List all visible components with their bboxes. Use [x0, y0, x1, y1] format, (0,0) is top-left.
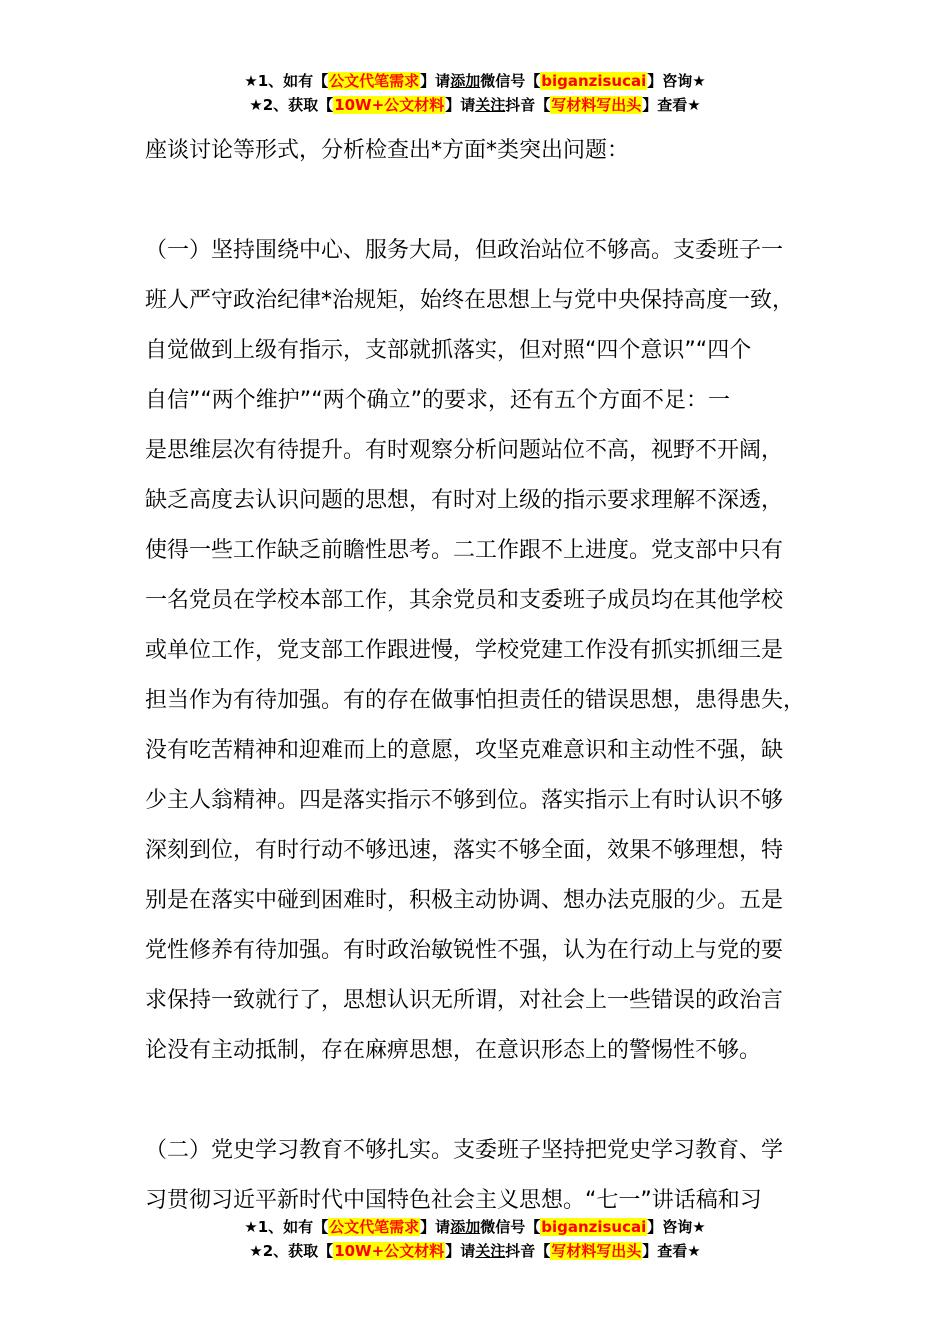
highlight-materials: 10W+公文材料: [334, 1242, 445, 1260]
text-line: 少主人翁精神。四是落实指示不够到位。落实指示上有时认识不够: [145, 788, 784, 813]
footer-banner: [0, 1215, 950, 1263]
highlight-service: 公文代笔需求: [329, 72, 420, 90]
text-line: 使得一些工作缺乏前瞻性思考。二工作跟不上进度。党支部中只有: [145, 538, 784, 563]
text-line: 缺乏高度去认识问题的思想，有时对上级的指示要求理解不深透，: [145, 488, 784, 513]
text-line: 求保持一致就行了，思想认识无所谓，对社会上一些错误的政治言: [145, 988, 784, 1013]
text-line: （一）坚持围绕中心、服务大局，但政治站位不够高。支委班子一: [145, 238, 784, 263]
text-line: 担当作为有待加强。有的存在做事怕担责任的错误思想，患得患失，: [145, 688, 806, 713]
text-line: 论没有主动抵制，存在麻痹思想，在意识形态上的警惕性不够。: [145, 1038, 762, 1063]
text-line: 一名党员在学校本部工作，其余党员和支委班子成员均在其他学校: [145, 588, 784, 613]
document-body: [145, 126, 835, 1226]
banner-line-1: ★1、如有【公文代笔需求】请添加微信号【biganzisucai】咨询★: [244, 1218, 706, 1236]
highlight-wechat-id: biganzisucai: [541, 1218, 647, 1236]
text-line: 座谈讨论等形式，分析检查出*方面*类突出问题：: [145, 138, 630, 163]
text-line: 班人严守政治纪律*治规矩，始终在思想上与党中央保持高度一致，: [145, 288, 795, 313]
text-line: 别是在落实中碰到困难时，积极主动协调、想办法克服的少。五是: [145, 888, 784, 913]
text-line: 是思维层次有待提升。有时观察分析问题站位不高，视野不开阔，: [145, 438, 784, 463]
text-line: 自觉做到上级有指示，支部就抓落实，但对照“四个意识”“四个: [145, 338, 752, 363]
highlight-service: 公文代笔需求: [329, 1218, 420, 1236]
text-line: 深刻到位，有时行动不够迅速，落实不够全面，效果不够理想，特: [145, 838, 784, 863]
banner-line-1: ★1、如有【公文代笔需求】请添加微信号【biganzisucai】咨询★: [244, 72, 706, 90]
banner-line-2: ★2、获取【10W+公文材料】请关注抖音【写材料写出头】查看★: [249, 96, 701, 114]
text-line: 自信”“两个维护”“两个确立”的要求，还有五个方面不足：一: [145, 388, 730, 413]
highlight-douyin: 写材料写出头: [551, 96, 642, 114]
text-line: 或单位工作，党支部工作跟进慢，学校党建工作没有抓实抓细三是: [145, 638, 784, 663]
text-line: 党性修养有待加强。有时政治敏锐性不强，认为在行动上与党的要: [145, 938, 784, 963]
banner-line-2: ★2、获取【10W+公文材料】请关注抖音【写材料写出头】查看★: [249, 1242, 701, 1260]
highlight-douyin: 写材料写出头: [551, 1242, 642, 1260]
text-line: 习贯彻习近平新时代中国特色社会主义思想。“七一”讲话稿和习: [145, 1188, 762, 1213]
highlight-materials: 10W+公文材料: [334, 96, 445, 114]
highlight-wechat-id: biganzisucai: [541, 72, 647, 90]
text-line: （二）党史学习教育不够扎实。支委班子坚持把党史学习教育、学: [145, 1138, 784, 1163]
text-line: 没有吃苦精神和迎难而上的意愿，攻坚克难意识和主动性不强，缺: [145, 738, 784, 763]
header-banner: [0, 69, 950, 117]
